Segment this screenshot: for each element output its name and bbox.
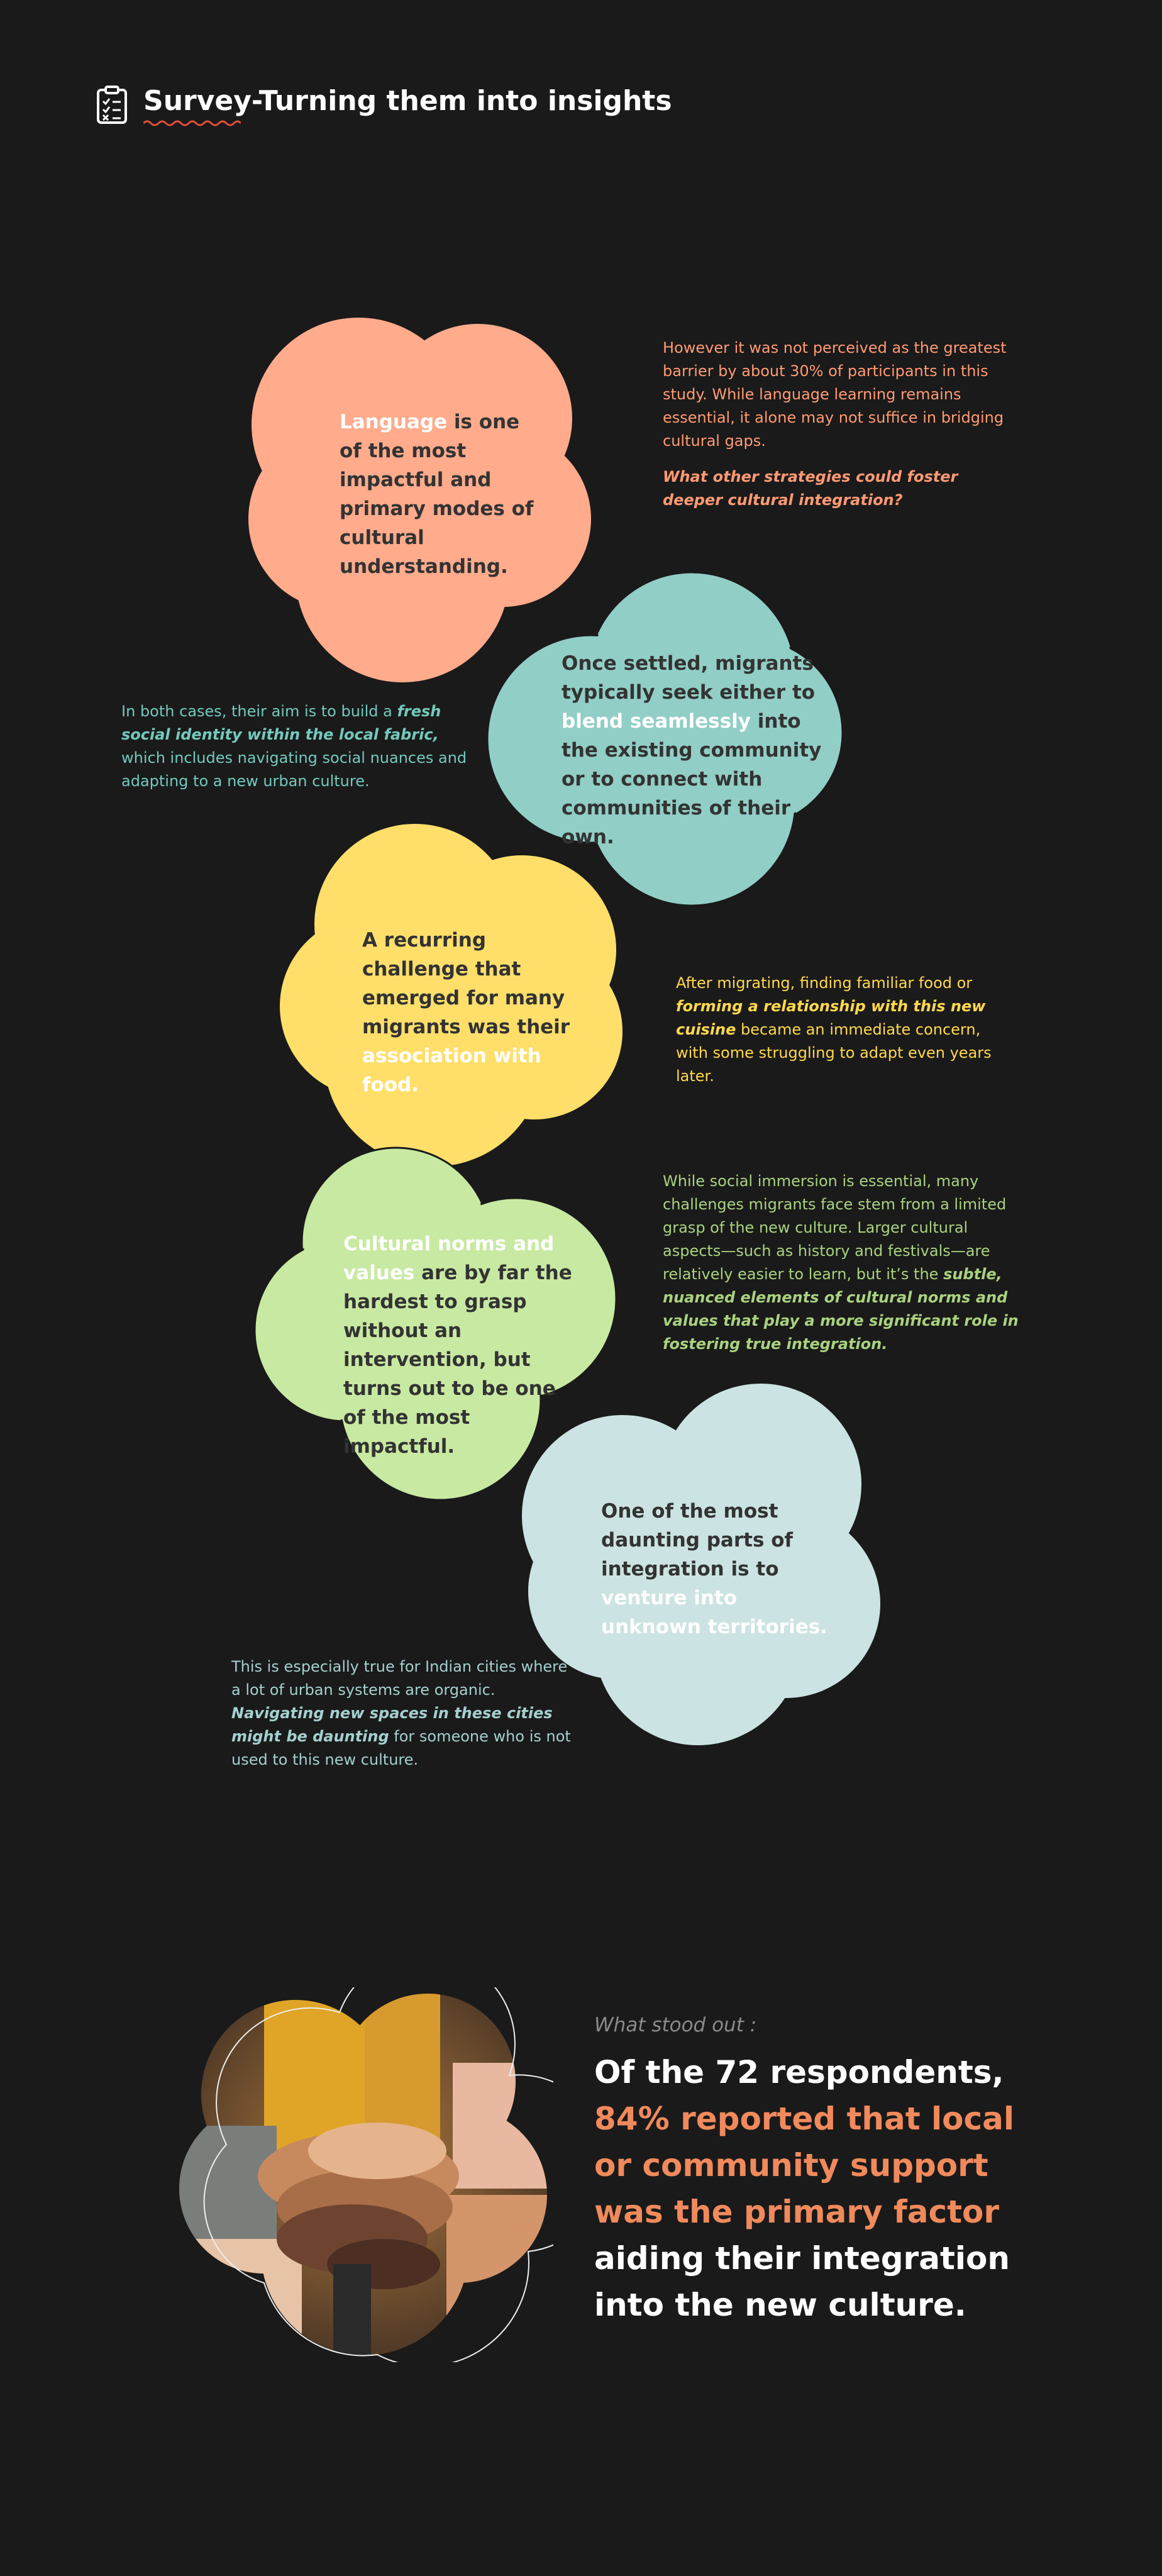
note-territories (231, 1655, 571, 1772)
note-norms-emphasis: subtle, nuanced elements of cultural norms and values that play a more significant role in fostering true integration. (663, 1265, 1019, 1353)
note-territories-emphasis: Navigating new spaces in these cities might be daunting (231, 1704, 553, 1745)
cloud-food-before: A recurring challenge that emerged for many migrants was their (362, 929, 570, 1038)
note-food-after: became an immediate concern, with some struggling to adapt even years later. (676, 1021, 992, 1085)
cloud-settled-highlight: blend seamlessly (562, 710, 751, 733)
key-finding-statement (594, 2049, 1022, 2328)
cloud-norms-after: are by far the hardest to grasp without an intervention, but turns out to be one of the most impactful. (343, 1262, 572, 1458)
note-settled (121, 700, 473, 793)
cloud-settled-before: Once settled, migrants typically seek either to (562, 652, 816, 704)
cloud-territories-before: One of the most daunting parts of integration is to (601, 1500, 793, 1580)
key-finding-accent: 84% reported that local or community support was the primary factor (594, 2101, 1015, 2230)
stacked-hands-photo (176, 1987, 553, 2362)
key-finding-line-1: Of the 72 respondents, (594, 2054, 1004, 2090)
page-title: Survey-Turning them into insights (143, 85, 672, 117)
note-language-text: However it was not perceived as the greatest barrier by about 30% of participants in this study. While language learning remains essential, it alone may not suffice in bridging cultural gaps. (663, 339, 1007, 450)
clipboard-checklist-icon (96, 86, 128, 125)
cloud-settled-after: into the existing community or to connect with communities of their own. (562, 710, 822, 848)
cloud-territories-text (601, 1497, 840, 1641)
note-language (663, 336, 1015, 512)
cloud-language-highlight: Language (340, 411, 448, 433)
note-food (676, 972, 1015, 1088)
spellcheck-underline (143, 118, 241, 127)
cloud-food-text (362, 926, 589, 1099)
cloud-food-highlight: association with food. (362, 1045, 541, 1096)
cloud-language-body: is one of the most impactful and primary modes of cultural understanding. (340, 411, 534, 578)
note-norms (663, 1170, 1027, 1356)
note-food-emphasis: forming a relationship with this new cuisine (676, 997, 986, 1038)
what-stood-out-label: What stood out : (594, 2014, 757, 2036)
note-food-before: After migrating, finding familiar food or (676, 974, 973, 992)
note-settled-after: which includes navigating social nuances and adapting to a new urban culture. (121, 749, 467, 790)
note-settled-emphasis: fresh social identity within the local fabric, (121, 702, 441, 743)
note-settled-before: In both cases, their aim is to build a (121, 702, 397, 720)
cloud-territories-highlight: venture into unknown territories. (601, 1587, 827, 1638)
cloud-language-text (340, 408, 547, 581)
note-language-question: What other strategies could foster deeper cultural integration? (663, 468, 958, 509)
key-finding-line-2: aiding their integration into the new culture. (594, 2240, 1010, 2323)
cloud-norms-highlight: Cultural norms and values (343, 1233, 555, 1284)
note-norms-before: While social immersion is essential, many challenges migrants face stem from a limited grasp of the new culture. Larger cultural aspects—such as history and festivals—are relatively easier to learn, but it’s the (663, 1172, 1007, 1283)
note-territories-after: for someone who is not used to this new culture. (231, 1728, 571, 1768)
note-territories-before: This is especially true for Indian cities where a lot of urban systems are organic. (231, 1658, 568, 1699)
